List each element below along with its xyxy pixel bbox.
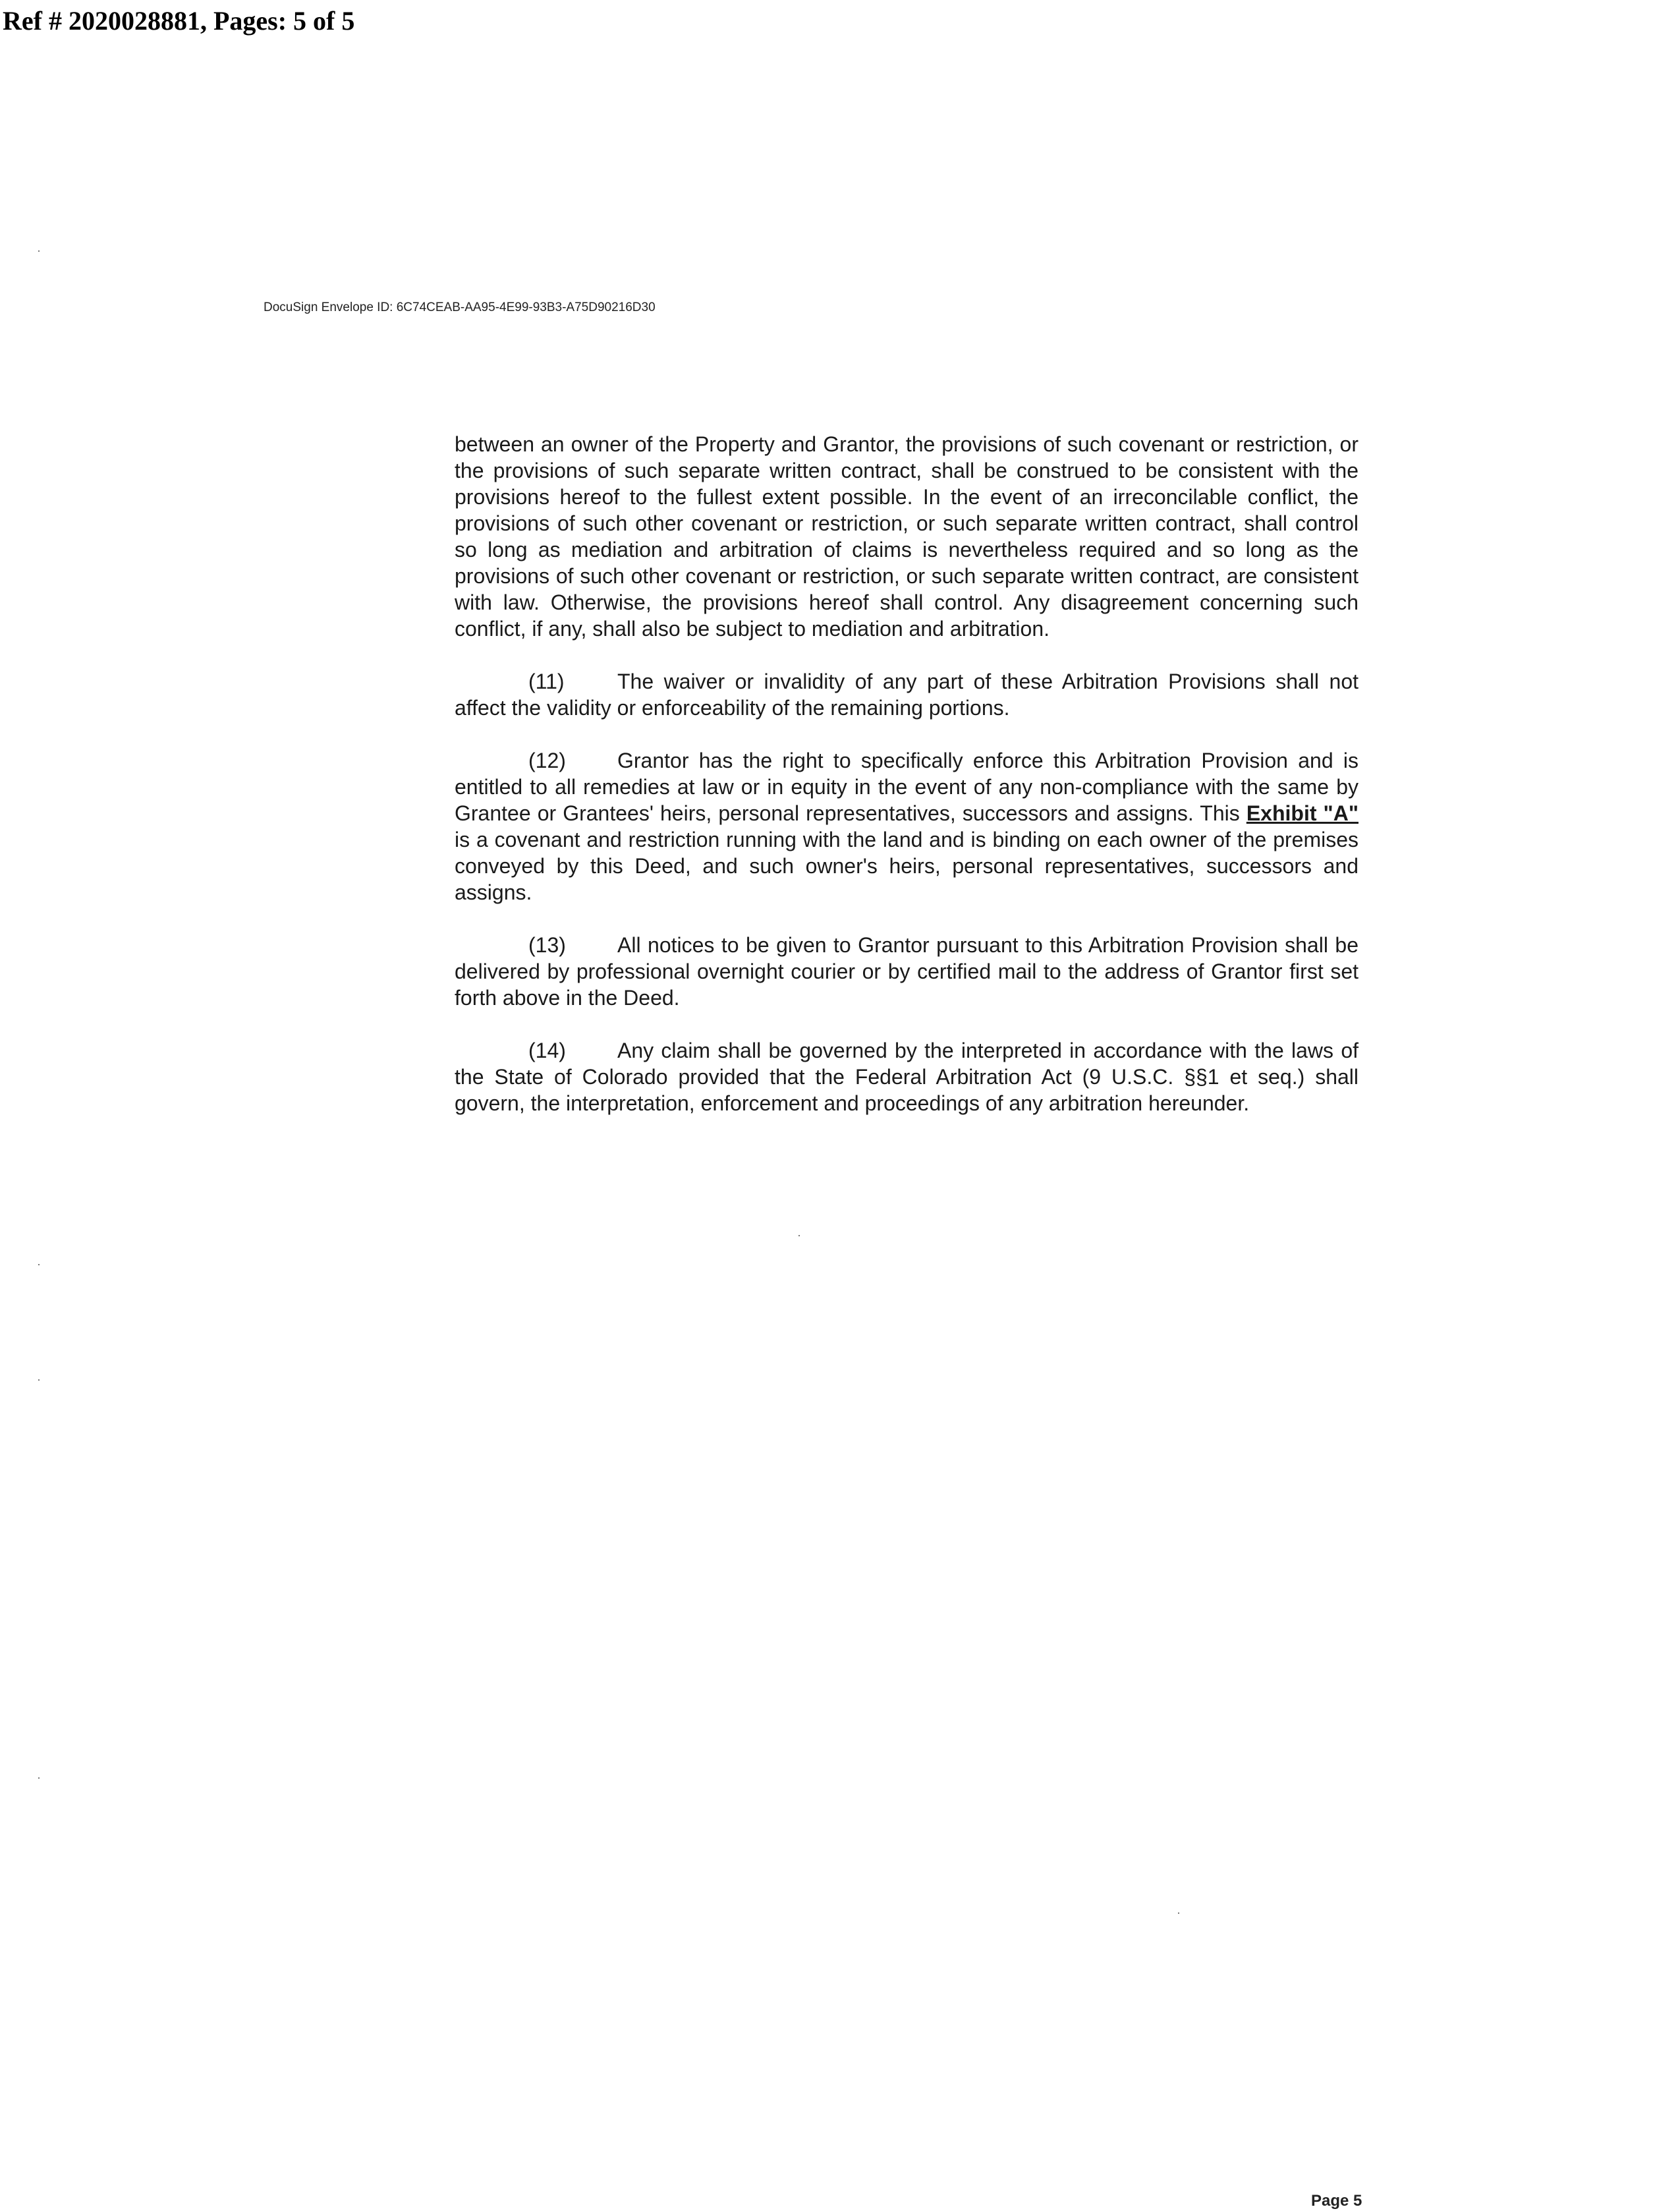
paragraph-text: Any claim shall be governed by the interpreted in accordance with the laws of the State of Colorado provided that the Federal Arbitration Act (9 U.S.C. §§1 et seq.) shall govern, the interpretation, enforcement and proceedings of any arbitration hereunder. [455,1039,1358,1115]
paragraph-number: (11) [528,670,565,693]
scan-speck [38,1379,40,1381]
docusign-envelope-id: DocuSign Envelope ID: 6C74CEAB-AA95-4E99-93B3-A75D90216D30 [264,301,656,314]
document-body [455,431,1358,1143]
recording-reference-header: Ref # 2020028881, Pages: 5 of 5 [3,6,355,36]
paragraph-12 [455,747,1358,905]
exhibit-a-reference: Exhibit "A" [1246,801,1358,825]
paragraph-number: (13) [528,933,566,957]
paragraph-number: (14) [528,1039,566,1062]
page-number: Page 5 [1311,2192,1362,2210]
paragraph-text: All notices to be given to Grantor pursuant to this Arbitration Provision shall be delivered by professional overnight courier or by certified mail to the address of Grantor first set forth above in the Deed. [455,933,1358,1010]
paragraph-text: is a covenant and restriction running with the land and is binding on each owner of the premises conveyed by this Deed, and such owner's heirs, personal representatives, successors and assigns. [455,828,1358,904]
continuation-paragraph: between an owner of the Property and Grantor, the provisions of such covenant or restriction, or the provisions of such separate written contract, shall be construed to be consistent with the provisions hereof to the fullest extent possible. In the event of an irreconcilable conflict, the provisions of such other covenant or restriction, or such separate written contract, shall control so long as mediation and arbitration of claims is nevertheless required and so long as the provisions of such other covenant or restriction, or such separate written contract, are consistent with law. Otherwise, the provisions hereof shall control. Any disagreement concerning such conflict, if any, shall also be subject to mediation and arbitration. [455,432,1358,641]
paragraph-text: The waiver or invalidity of any part of these Arbitration Provisions shall not affect the validity or enforceability of the remaining portions. [455,670,1358,720]
paragraph-14 [455,1037,1358,1116]
scan-speck [1178,1912,1179,1914]
paragraph-number: (12) [528,749,566,772]
scan-speck [798,1235,800,1236]
paragraph-13 [455,932,1358,1011]
scan-speck [38,250,40,252]
scan-speck [38,1264,40,1265]
scan-speck [38,1777,40,1779]
paragraph-11 [455,668,1358,721]
paragraph-text: Grantor has the right to specifically enforce this Arbitration Provision and is entitled to all remedies at law or in equity in the event of any non-compliance with the same by Grantee or Grantees' heirs, personal representatives, successors and assigns. This [455,749,1358,825]
